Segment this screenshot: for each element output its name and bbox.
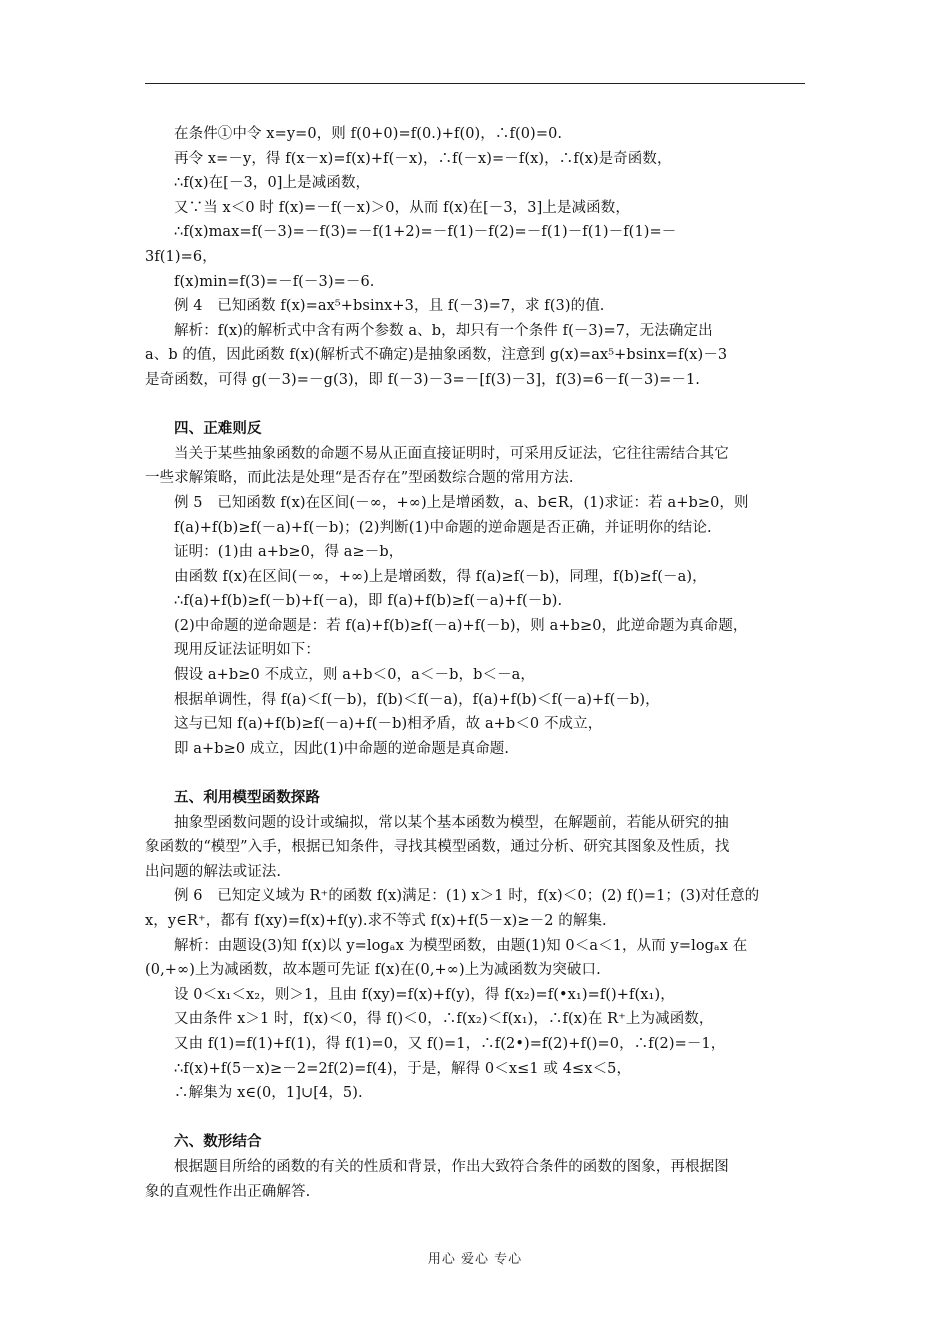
text-line: 例 6 已知定义域为 R⁺的函数 f(x)满足：(1) x＞1 时，f(x)＜0；(2) f()=1；(3)对任意的 — [174, 888, 760, 905]
text-line: 象函数的“模型”入手，根据已知条件，寻找其模型函数，通过分析、研究其图象及性质，找 — [145, 839, 730, 856]
text-line: 设 0＜x₁＜x₂，则＞1，且由 f(xy)=f(x)+f(y)，得 f(x₂)=f(•x₁)=f()+f(x₁)， — [174, 986, 675, 1003]
text-line: f(a)+f(b)≥f(－a)+f(－b)；(2)判断(1)中命题的逆命题是否正确，并证明你的结论. — [174, 519, 712, 536]
text-line: 解析：f(x)的解析式中含有两个参数 a、b，却只有一个条件 f(－3)=7，无法确定出 — [174, 322, 713, 339]
text-line: x，y∈R⁺，都有 f(xy)=f(x)+f(y).求不等式 f(x)+f(5－x)≥－2 的解集. — [145, 913, 607, 929]
document-body — [145, 122, 810, 1204]
text-line: 证明：(1)由 a+b≥0，得 a≥－b， — [174, 544, 404, 561]
section-heading: 六、数形结合 — [174, 1133, 262, 1151]
text-line: f(x)min=f(3)=－f(－3)=－6. — [174, 273, 375, 290]
paragraph-gap — [145, 1106, 810, 1131]
text-line: ∴f(x)+f(5－x)≥－2=2f(2)=f(4)，于是，解得 0＜x≤1 或 4≤x＜5， — [174, 1060, 632, 1077]
text-line: ∴f(x)在[－3，0]上是减函数， — [174, 175, 371, 192]
text-line: 当关于某些抽象函数的命题不易从正面直接证明时，可采用反证法，它往往需结合其它 — [174, 445, 729, 462]
text-line: 象的直观性作出正确解答. — [145, 1183, 311, 1200]
text-line: 这与已知 f(a)+f(b)≥f(－a)+f(－b)相矛盾，故 a+b＜0 不成立， — [174, 716, 603, 733]
text-line: 根据单调性，得 f(a)＜f(－b)，f(b)＜f(－a)，f(a)+f(b)＜f(－a)+f(－b)， — [174, 691, 660, 708]
text-line: 出问题的解法或证法. — [145, 863, 282, 880]
text-line: 假设 a+b≥0 不成立，则 a+b＜0，a＜－b，b＜－a， — [174, 667, 536, 684]
text-line: 又由 f(1)=f(1)+f(1)，得 f(1)=0，又 f()=1，∴f(2•)=f(2)+f()=0，∴f(2)=－1， — [174, 1035, 726, 1052]
text-line: 根据题目所给的函数的有关的性质和背景，作出大致符合条件的函数的图象，再根据图 — [174, 1158, 729, 1175]
text-line: 在条件①中令 x=y=0，则 f(0+0)=f(0.)+f(0)，∴f(0)=0. — [174, 126, 563, 142]
section-heading: 五、利用模型函数探路 — [174, 789, 320, 807]
text-line: 是奇函数，可得 g(－3)=－g(3)，即 f(－3)－3=－[f(3)－3]，f(3)=6－f(－3)=－1. — [145, 371, 701, 388]
text-line: 再令 x=－y，得 f(x－x)=f(x)+f(－x)，∴f(－x)=－f(x)，∴f(x)是奇函数， — [174, 150, 672, 167]
text-line: (2)中命题的逆命题是：若 f(a)+f(b)≥f(－a)+f(－b)，则 a+b≥0，此逆命题为真命题， — [174, 617, 748, 634]
text-line: 现用反证法证明如下： — [174, 642, 320, 659]
paragraph-gap — [145, 761, 810, 786]
text-line: a、b 的值，因此函数 f(x)(解析式不确定)是抽象函数，注意到 g(x)=ax⁵+bsinx=f(x)－3 — [145, 347, 728, 364]
text-line: 由函数 f(x)在区间(－∞，+∞)上是增函数，得 f(a)≥f(－b)，同理，f(b)≥f(－a)， — [174, 568, 707, 585]
paragraph-gap — [145, 393, 810, 418]
text-line: 例 5 已知函数 f(x)在区间(－∞，+∞)上是增函数，a、b∈R，(1)求证：若 a+b≥0，则 — [174, 494, 749, 511]
text-line: 抽象型函数问题的设计或编拟，常以某个基本函数为模型，在解题前，若能从研究的抽 — [174, 814, 729, 831]
text-line: 解析：由题设(3)知 f(x)以 y=logₐx 为模型函数，由题(1)知 0＜a＜1，从而 y=logₐx 在 — [174, 937, 748, 954]
text-line: 3f(1)=6， — [145, 248, 217, 265]
text-line: 又由条件 x＞1 时，f(x)＜0，得 f()＜0，∴f(x₂)＜f(x₁)，∴f(x)在 R⁺上为减函数， — [174, 1011, 714, 1028]
text-line: (0,+∞)上为减函数，故本题可先证 f(x)在(0,+∞)上为减函数为突破口. — [145, 962, 601, 979]
text-line: ∴f(a)+f(b)≥f(－b)+f(－a)，即 f(a)+f(b)≥f(－a)+f(－b). — [174, 593, 563, 610]
text-line: 例 4 已知函数 f(x)=ax⁵+bsinx+3，且 f(－3)=7，求 f(3)的值. — [174, 298, 605, 315]
text-line: 一些求解策略，而此法是处理“是否存在”型函数综合题的常用方法. — [145, 470, 574, 487]
page-footer: 用心 爱心 专心 — [427, 1252, 523, 1267]
text-line: ∴解集为 x∈(0，1]∪[4，5). — [174, 1085, 363, 1102]
header-rule — [145, 83, 805, 84]
text-line: 即 a+b≥0 成立，因此(1)中命题的逆命题是真命题. — [174, 740, 510, 757]
text-line: 又∵当 x＜0 时 f(x)=－f(－x)＞0，从而 f(x)在[－3，3]上是减函数， — [174, 199, 630, 216]
section-heading: 四、正难则反 — [174, 420, 262, 438]
text-line: ∴f(x)max=f(－3)=－f(3)=－f(1+2)=－f(1)－f(2)=－f(1)－f(1)－f(1)=－ — [174, 224, 677, 241]
